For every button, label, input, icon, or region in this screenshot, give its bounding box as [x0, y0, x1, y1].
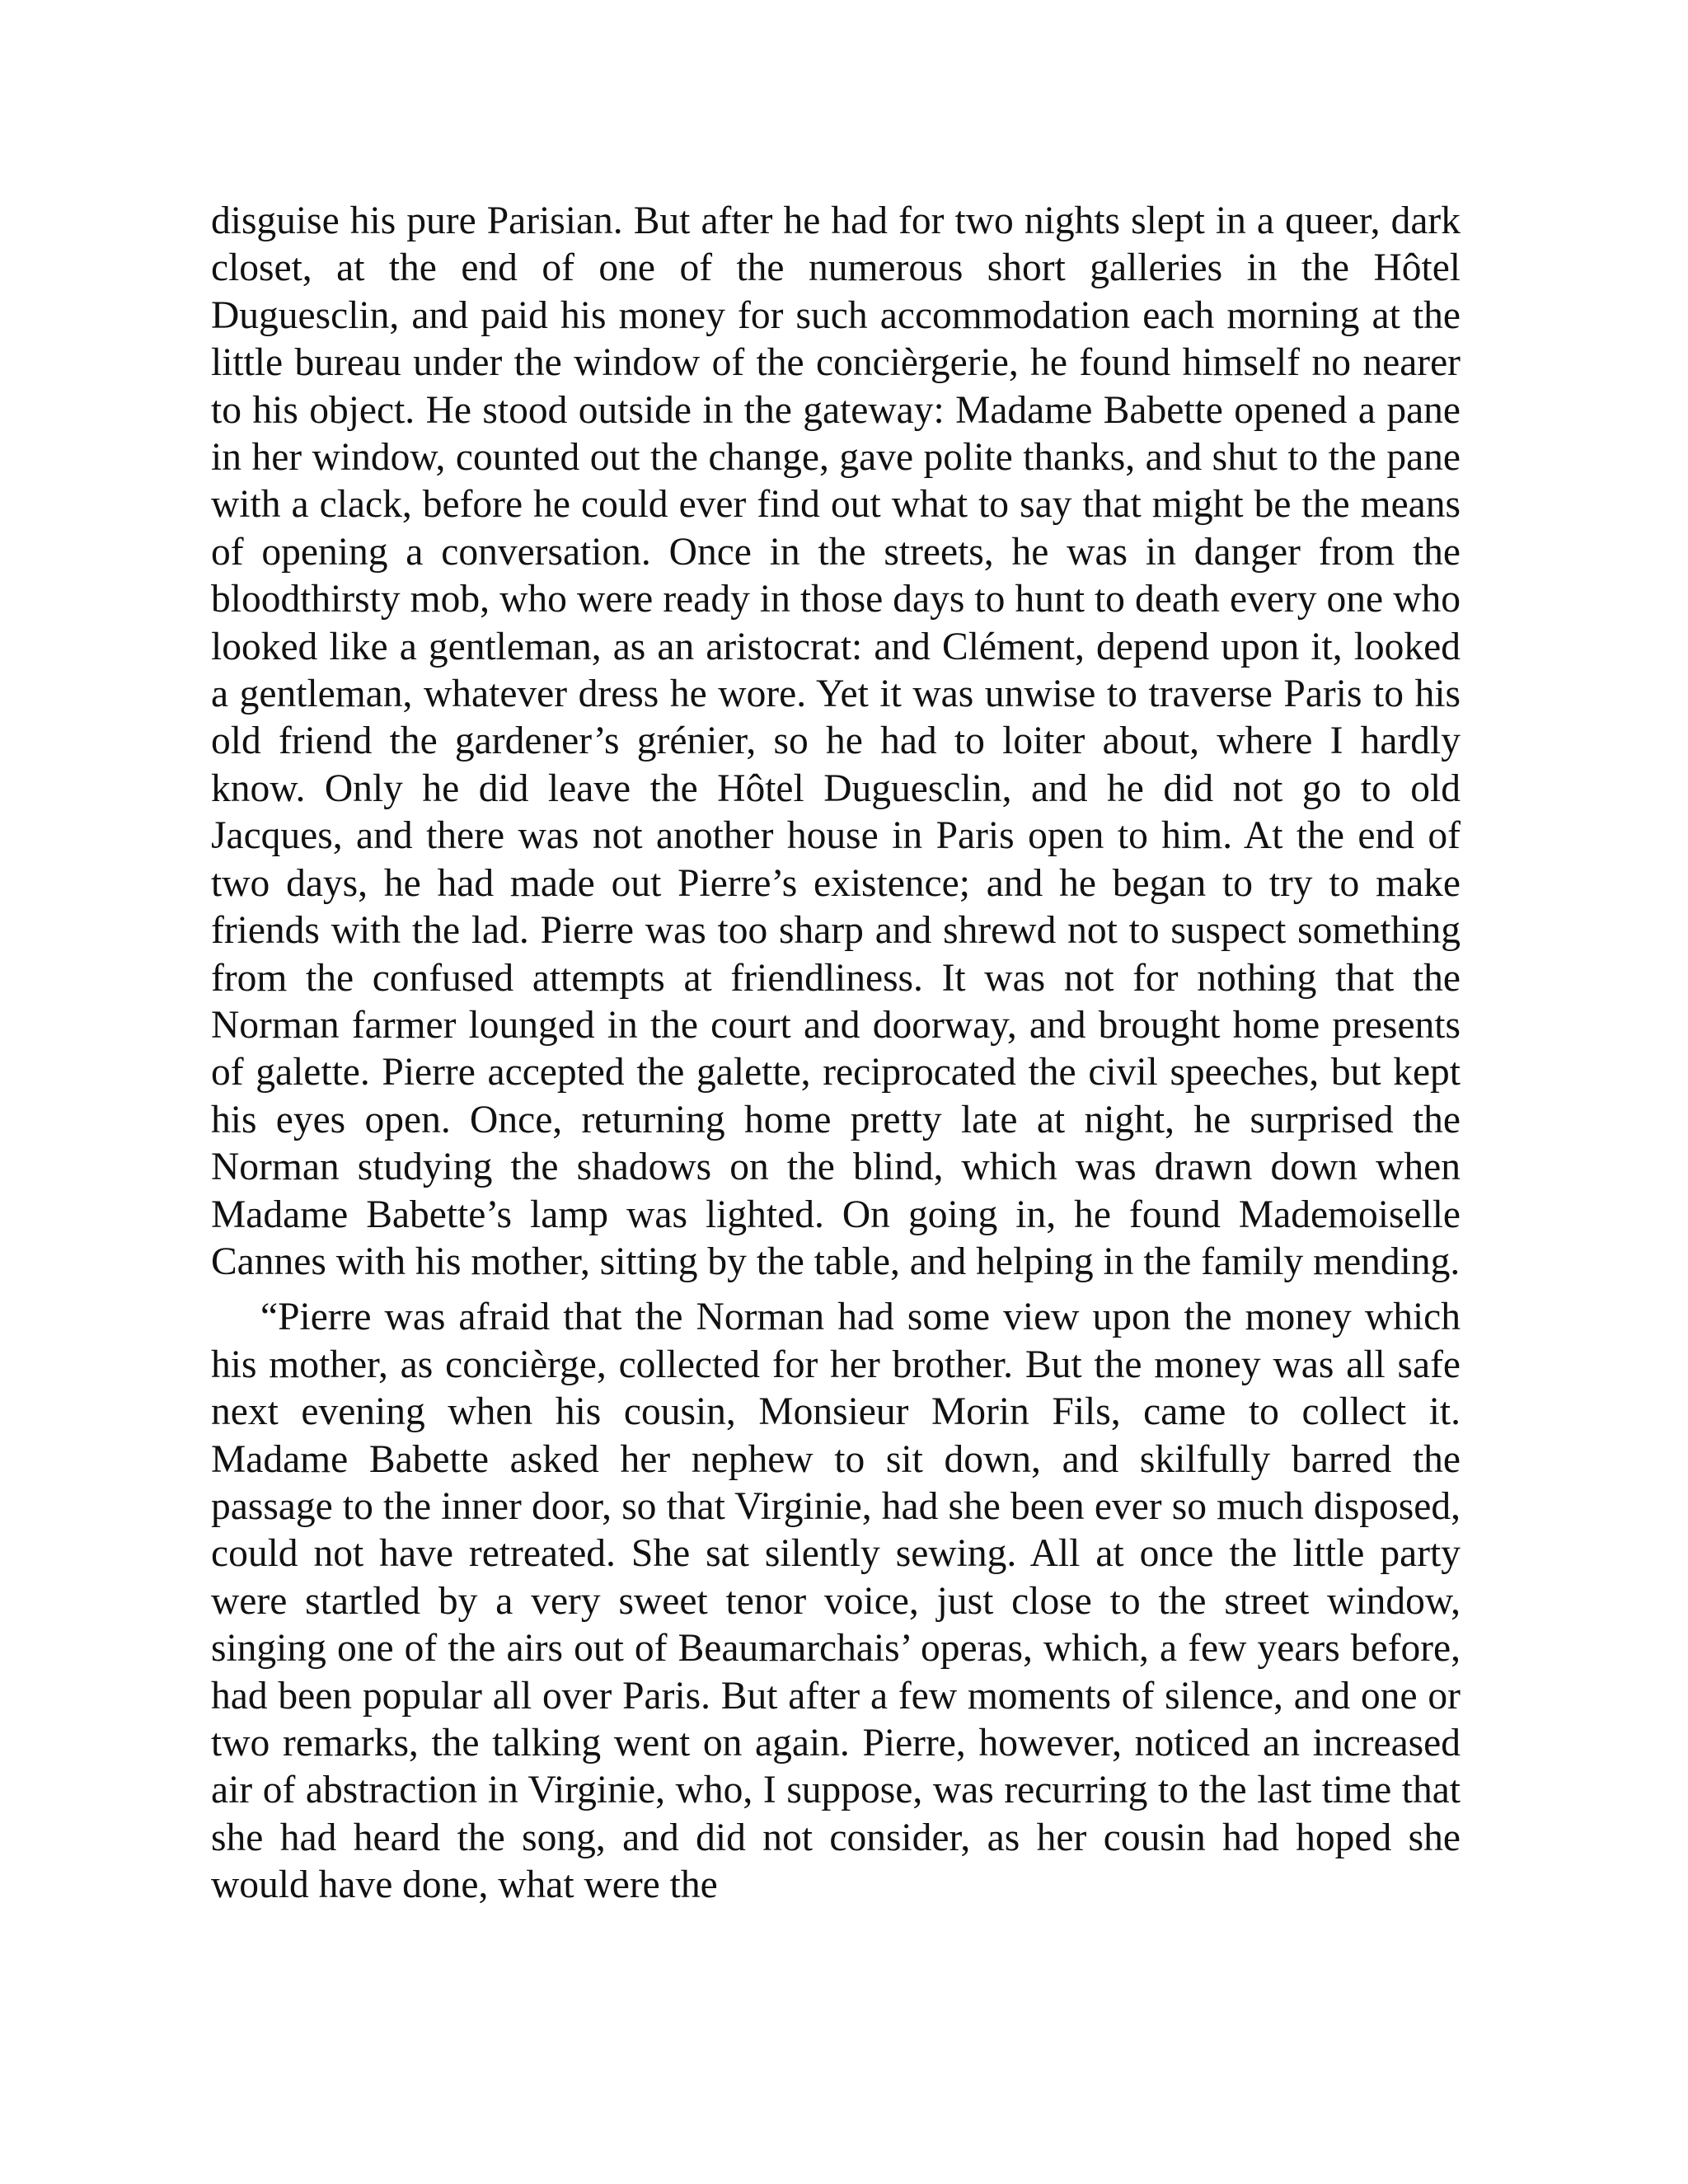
body-text [211, 198, 1461, 1910]
paragraph-1: disguise his pure Parisian. But after he had for two nights slept in a queer, dark closet, at the end of one of the numerous short galleries in the Hôtel Duguesclin, and paid his money for such accommodation each morning at the little bureau under the window of the concièrgerie, he found himself no nearer to his object. He stood outside in the gateway: Madame Babette opened a pane in her window, counted out the change, gave polite thanks, and shut to the pane with a clack, before he could ever find out what to say that might be the means of opening a conversation. Once in the streets, he was in danger from the bloodthirsty mob, who were ready in those days to hunt to death every one who looked like a gentleman, as an aristocrat: and Clément, depend upon it, looked a gentleman, whatever dress he wore. Yet it was unwise to traverse Paris to his old friend the gardener’s grénier, so he had to loiter about, where I hardly know. Only he did leave the Hôtel Duguesclin, and he did not go to old Jacques, and there was not another house in Paris open to him. At the end of two days, he had made out Pierre’s existence; and he began to try to make friends with the lad. Pierre was too sharp and shrewd not to suspect something from the confused attempts at friendliness. It was not for nothing that the Norman farmer lounged in the court and doorway, and brought home presents of galette. Pierre accepted the galette, reciprocated the civil speeches, but kept his eyes open. Once, returning home pretty late at night, he surprised the Norman studying the shadows on the blind, which was drawn down when Madame Babette’s lamp was lighted. On going in, he found Mademoiselle Cannes with his mother, sitting by the table, and helping in the family mending. [211, 199, 1461, 1283]
paragraph-2: “Pierre was afraid that the Norman had some view upon the money which his mother, as concièrge, collected for her brother. But the money was all safe next evening when his cousin, Monsieur Morin Fils, came to collect it. Madame Babette asked her nephew to sit down, and skilfully barred the passage to the inner door, so that Virginie, had she been ever so much disposed, could not have retreated. She sat silently sewing. All at once the little party were startled by a very sweet tenor voice, just close to the street window, singing one of the airs out of Beaumarchais’ operas, which, a few years before, had been popular all over Paris. But after a few moments of silence, and one or two remarks, the talking went on again. Pierre, however, noticed an increased air of abstraction in Virginie, who, I suppose, was recurring to the last time that she had heard the song, and did not consider, as her cousin had hoped she would have done, what were the [211, 1296, 1461, 1907]
